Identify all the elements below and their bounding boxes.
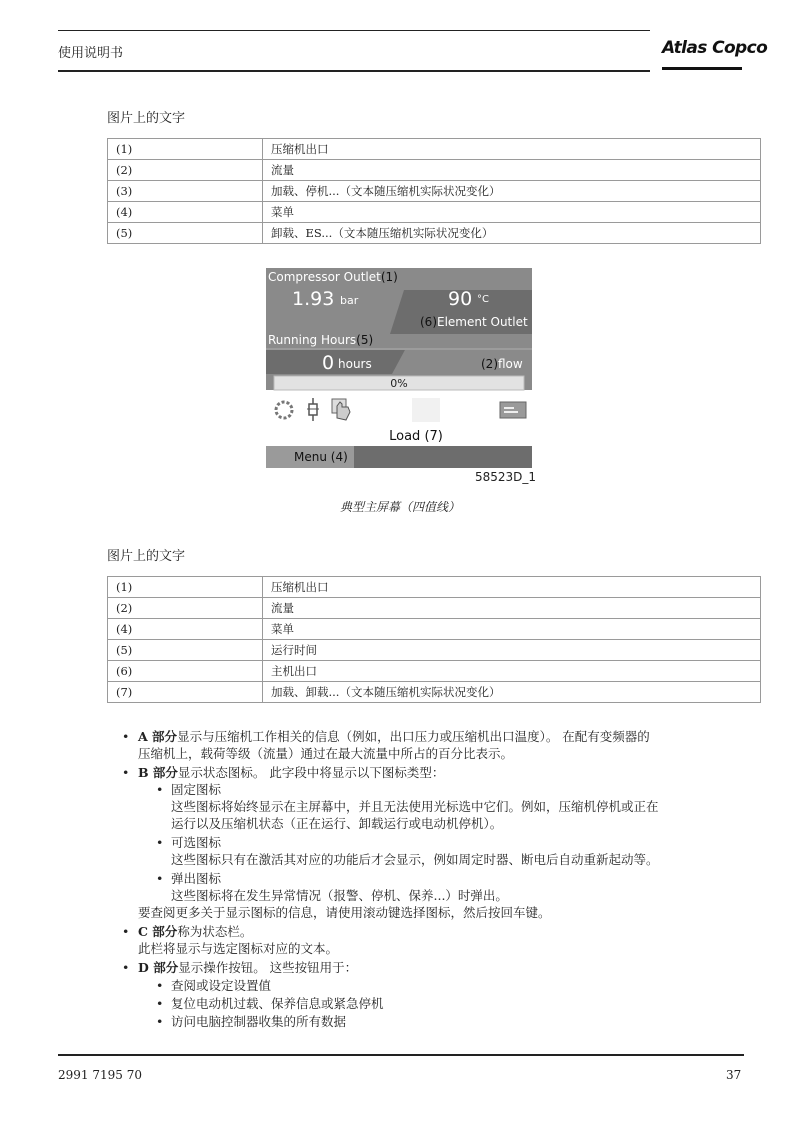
table-row xyxy=(108,682,761,703)
row-text: 卸载、ES...（文本随压缩机实际状况变化） xyxy=(263,223,761,244)
popup-icons-title: 弹出图标 xyxy=(171,871,222,886)
row-text: 运行时间 xyxy=(263,640,761,661)
controller-screen-figure xyxy=(266,268,532,468)
row-number: (5) xyxy=(108,223,263,244)
row-text: 菜单 xyxy=(263,619,761,640)
row-text: 加载、停机...（文本随压缩机实际状况变化） xyxy=(263,181,761,202)
section2-label: 图片上的文字 xyxy=(107,549,186,564)
row-number: (3) xyxy=(108,181,263,202)
footer-rule xyxy=(58,1054,744,1056)
bullet-b-text: 显示状态图标。 此字段中将显示以下图标类型： xyxy=(177,765,445,780)
table-row xyxy=(108,619,761,640)
bullet-a-text: 显示与压缩机工作相关的信息（例如，出口压力或压缩机出口温度）。 在配有变频器的 xyxy=(177,729,650,744)
d-item: 访问电脑控制器收集的所有数据 xyxy=(171,1014,347,1029)
bullet-d xyxy=(138,959,357,976)
figure-caption: 典型主屏幕（四值线） xyxy=(339,500,460,514)
row-number: (1) xyxy=(108,139,263,160)
bullet-d-heading: D 部分 xyxy=(138,960,179,975)
optional-icons-text: 这些图标只有在激活其对应的功能后才会显示，例如周定时器、断电后自动重新起动等。 xyxy=(171,852,659,867)
bullet-d-text: 显示操作按钮。 这些按钮用于： xyxy=(178,960,358,975)
row-text: 流量 xyxy=(263,598,761,619)
bullet-marker: • xyxy=(122,765,130,780)
row-number: (2) xyxy=(108,160,263,181)
header-title: 使用说明书 xyxy=(58,46,124,61)
fixed-icons-text-cont: 运行以及压缩机状态（正在运行、卸载运行或电动机停机）。 xyxy=(171,816,503,831)
row-number: (6) xyxy=(108,661,263,682)
section2-table xyxy=(107,576,761,703)
section1-table xyxy=(107,138,761,244)
row-number: (4) xyxy=(108,202,263,223)
sub-bullet-marker: • xyxy=(156,996,164,1011)
d-item: 复位电动机过载、保养信息或紧急停机 xyxy=(171,996,384,1011)
status-text: Load xyxy=(389,429,421,444)
running-hours-label: Running Hours xyxy=(268,333,357,347)
callout-2: (2) xyxy=(481,357,498,371)
header-rule xyxy=(58,70,650,72)
bullet-c-more: 此栏将显示与选定图标对应的文本。 xyxy=(138,941,339,956)
callout-6: (6) xyxy=(420,315,437,329)
bullet-marker: • xyxy=(122,960,130,975)
row-text: 主机出口 xyxy=(263,661,761,682)
fixed-icons-text: 这些图标将始终显示在主屏幕中，并且无法使用光标选中它们。例如，压缩机停机或正在 xyxy=(171,799,659,814)
card-icon xyxy=(500,402,526,418)
table-row xyxy=(108,223,761,244)
row-number: (1) xyxy=(108,577,263,598)
bullet-b-heading: B 部分 xyxy=(138,765,178,780)
row-text: 压缩机出口 xyxy=(263,139,761,160)
element-outlet-label: Element Outlet xyxy=(437,315,528,329)
bullet-c-text: 称为状态栏。 xyxy=(177,924,253,939)
figure-id: 58523D_1 xyxy=(475,470,537,484)
row-text: 压缩机出口 xyxy=(263,577,761,598)
atlas-copco-logo: Atlas Copco xyxy=(662,38,768,58)
progress-label: 0% xyxy=(390,377,408,390)
table-row xyxy=(108,181,761,202)
table-row xyxy=(108,661,761,682)
optional-icons-title: 可选图标 xyxy=(171,835,222,850)
hours-value: 0 xyxy=(322,352,335,374)
popup-icons-text: 这些图标将在发生异常情况（报警、停机、保养...）时弹出。 xyxy=(171,888,508,903)
row-number: (7) xyxy=(108,682,263,703)
sub-bullet-marker: • xyxy=(156,1014,164,1029)
bullet-c-heading: C 部分 xyxy=(138,924,178,939)
callout-1: (1) xyxy=(380,270,398,284)
bullet-marker: • xyxy=(122,729,130,744)
flow-label: flow xyxy=(498,357,523,371)
document-number: 2991 7195 70 xyxy=(58,1068,142,1082)
bullet-b xyxy=(138,764,444,781)
bullet-c xyxy=(138,923,252,940)
row-number: (2) xyxy=(108,598,263,619)
bullet-a xyxy=(138,728,650,745)
section1-label: 图片上的文字 xyxy=(107,111,186,126)
menu-button[interactable] xyxy=(294,450,348,464)
page-number: 37 xyxy=(726,1068,742,1082)
row-text: 流量 xyxy=(263,160,761,181)
temperature-value: 90 xyxy=(448,288,473,310)
row-number: (5) xyxy=(108,640,263,661)
callout-5: (5) xyxy=(356,333,374,347)
pressure-unit: bar xyxy=(340,294,359,307)
menu-label: Menu xyxy=(294,450,327,464)
bullet-a-text-cont: 压缩机上，载荷等级（流量）通过在最大流量中所占的百分比表示。 xyxy=(138,746,514,761)
table-row xyxy=(108,598,761,619)
sub-bullet-marker: • xyxy=(156,782,164,797)
hours-unit: hours xyxy=(338,357,372,371)
sub-bullet-marker: • xyxy=(156,978,164,993)
callout-7: (7) xyxy=(424,429,443,444)
header-rule-top xyxy=(58,30,650,31)
table-row xyxy=(108,160,761,181)
table-row xyxy=(108,139,761,160)
pressure-value: 1.93 xyxy=(292,288,335,310)
table-row xyxy=(108,202,761,223)
table-row xyxy=(108,640,761,661)
bullet-a-heading: A 部分 xyxy=(138,729,178,744)
row-text: 加载、卸载...（文本随压缩机实际状况变化） xyxy=(263,682,761,703)
d-item: 查阅或设定设置值 xyxy=(171,978,272,993)
bullet-marker: • xyxy=(122,924,130,939)
temperature-unit: °C xyxy=(477,294,489,305)
row-text: 菜单 xyxy=(263,202,761,223)
bullet-b-more: 要查阅更多关于显示图标的信息，请使用滚动键选择图标，然后按回车键。 xyxy=(138,905,551,920)
compressor-outlet-label: Compressor Outlet xyxy=(268,270,381,284)
callout-4: (4) xyxy=(330,450,348,464)
row-number: (4) xyxy=(108,619,263,640)
table-row xyxy=(108,577,761,598)
logo-underline xyxy=(662,67,742,70)
fixed-icons-title: 固定图标 xyxy=(171,782,222,797)
sub-bullet-marker: • xyxy=(156,835,164,850)
sub-bullet-marker: • xyxy=(156,871,164,886)
